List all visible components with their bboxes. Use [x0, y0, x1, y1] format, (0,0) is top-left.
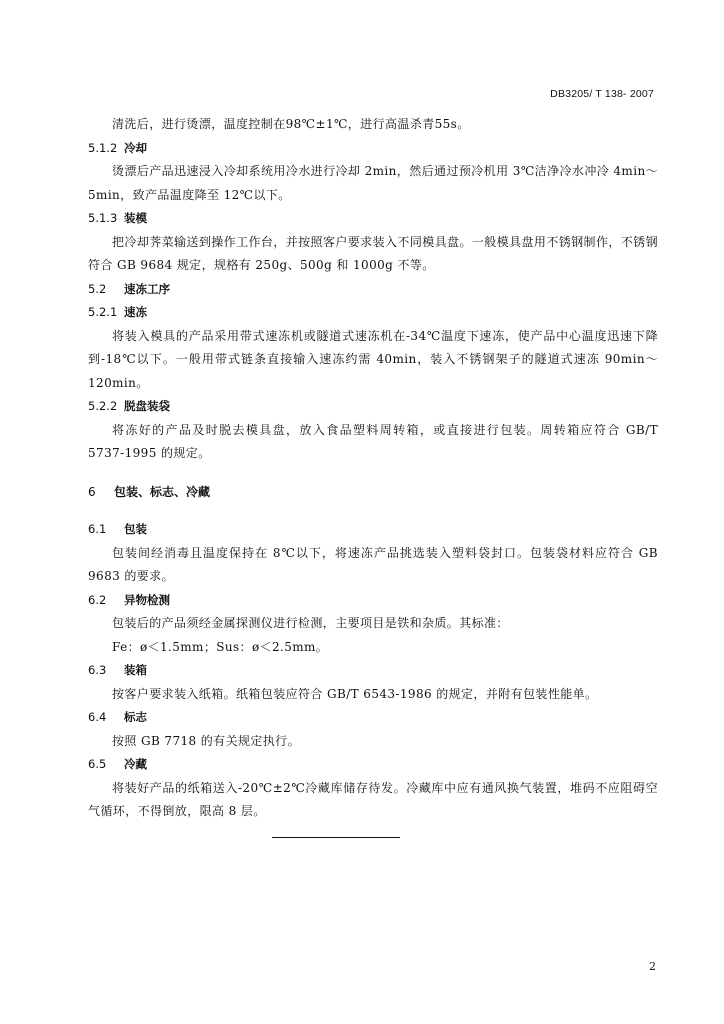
paragraph-molding: 把冷却荠菜输送到操作工作台，并按照客户要求装入不同模具盘。一般模具盘用不锈钢制作，不锈钢符合 GB 9684 规定，规格有 250g、500g 和 1000g 不等。: [88, 234, 658, 272]
section-heading-6-1: [88, 518, 658, 542]
paragraph-cold-storage: 将装好产品的纸箱送入-20℃±2℃冷藏库储存待发。冷藏库中应有通风换气装置，堆码不应阻碍空气循环，不得倒放，限高 8 层。: [88, 780, 658, 818]
section-number: 6.4: [88, 710, 107, 724]
section-number: 5.2: [88, 281, 107, 296]
paragraph-cooling: 烫漂后产品迅速浸入冷却系统用冷水进行冷却 2min，然后通过预冷机用 3℃洁净冷水冲冷 4min～5min，致产品温度降至 12℃以下。: [88, 164, 658, 202]
section-heading-6-4: [88, 706, 658, 730]
section-number: 6.5: [88, 757, 107, 771]
document-body: [88, 113, 658, 824]
section-title: 脱盘装袋: [124, 399, 170, 413]
section-heading-6-5: [88, 753, 658, 777]
section-heading-5-2: [88, 278, 658, 302]
paragraph-quick-freezing: 将装入模具的产品采用带式速冻机或隧道式速冻机在-34℃温度下速冻，使产品中心温度迅速下降到-18℃以下。一般用带式链条直接输入速冻约需 40min，装入不锈钢架子的隧道式速冻 90min～120min。: [88, 328, 658, 390]
section-number: 5.2.2: [88, 399, 118, 413]
section-title: 包装: [124, 522, 147, 536]
section-heading-5-2-1: [88, 301, 658, 325]
section-title: 冷却: [124, 140, 147, 155]
end-of-document-rule: [272, 837, 400, 838]
paragraph-packaging: 包装间经消毒且温度保持在 8℃以下，将速冻产品挑选装入塑料袋封口。包装袋材料应符合 GB 9683 的要求。: [88, 545, 658, 583]
section-heading-6-2: [88, 589, 658, 613]
section-title: 速冻工序: [124, 281, 170, 296]
paragraph-detection: 包装后的产品须经金属探测仪进行检测，主要项目是铁和杂质。其标准：: [112, 616, 509, 630]
section-heading-6-3: [88, 659, 658, 683]
chapter-heading-6: [88, 481, 658, 505]
section-heading-5-1-2: [88, 137, 658, 161]
section-title: 装箱: [124, 663, 147, 677]
standard-code: DB3205/ T 138- 2007: [550, 88, 654, 100]
section-number: 6.3: [88, 663, 107, 677]
section-heading-5-1-3: [88, 207, 658, 231]
section-title: 冷藏: [124, 757, 147, 771]
section-heading-5-2-2: [88, 395, 658, 419]
page-number: 2: [649, 960, 656, 973]
section-title: 速冻: [124, 305, 147, 319]
section-title: 异物检测: [124, 592, 170, 607]
paragraph-detection-standard: Fe：ø＜1.5mm；Sus：ø＜2.5mm。: [112, 639, 329, 654]
paragraph-wash: 清洗后，进行烫漂，温度控制在98℃±1℃，进行高温杀青55s。: [112, 117, 470, 131]
section-number: 5.2.1: [88, 305, 118, 319]
section-number: 6.1: [88, 522, 107, 536]
paragraph-boxing: 按客户要求装入纸箱。纸箱包装应符合 GB/T 6543-1986 的规定，并附有包装性能单。: [112, 686, 598, 701]
section-title: 标志: [124, 710, 147, 724]
chapter-number: 6: [88, 484, 96, 499]
section-number: 5.1.3: [88, 211, 118, 225]
section-number: 6.2: [88, 592, 107, 607]
chapter-title: 包装、标志、冷藏: [114, 484, 211, 499]
section-number: 5.1.2: [88, 140, 118, 155]
paragraph-demolding: 将冻好的产品及时脱去模具盘，放入食品塑料周转箱，或直接进行包装。周转箱应符合 GB/T 5737-1995 的规定。: [88, 422, 658, 460]
paragraph-marking: 按照 GB 7718 的有关规定执行。: [112, 733, 300, 748]
section-title: 装模: [124, 211, 147, 225]
